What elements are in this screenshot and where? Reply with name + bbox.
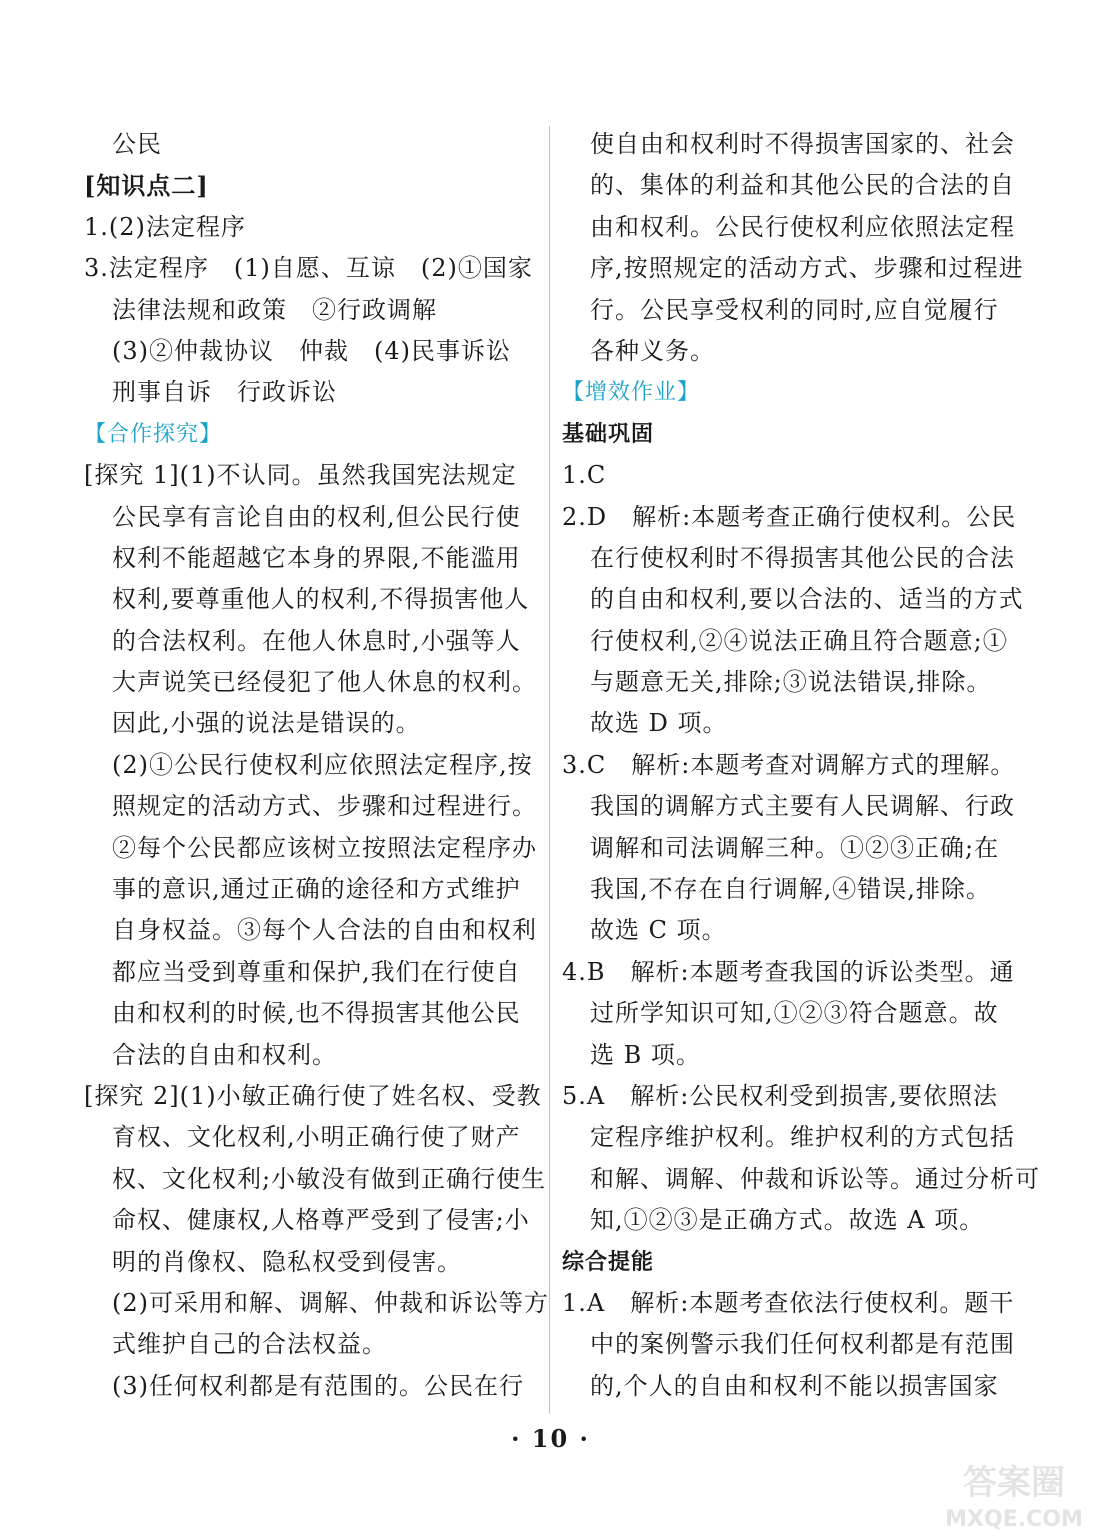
text-line: 的,个人的自由和权利不能以损害国家 [590,1371,999,1400]
text-line: 1.(2)法定程序 [84,212,246,241]
text-line: 定程序维护权利。维护权利的方式包括 [590,1123,1015,1152]
text-line: 法律法规和政策 ②行政调解 [112,295,437,324]
text-line: 公民 [112,130,162,158]
watermark-logo [930,1456,1098,1534]
text-line: (3)任何权利都是有范围的。公民在行 [112,1371,524,1400]
text-line: 4.B 解析:本题考查我国的诉讼类型。通 [562,957,1015,986]
text-line: 我国,不存在自行调解,④错误,排除。 [590,875,991,904]
text-line: (3)②仲裁协议 仲裁 (4)民事诉讼 [112,336,511,365]
text-line: 式维护自己的合法权益。 [112,1330,387,1359]
section-tag: 【合作探究】 [84,421,223,447]
text-line: 故选 C 项。 [590,916,727,945]
left-column [84,124,549,1407]
text-line: 的自由和权利,要以合法的、适当的方式 [590,585,1024,614]
text-line: 和解、调解、仲裁和诉讼等。通过分析可 [590,1164,1040,1193]
text-line: 过所学知识可知,①②③符合题意。故 [590,999,999,1028]
text-line: 5.A 解析:公民权利受到损害,要依照法 [562,1081,998,1110]
watermark-text: 答案圈 [963,1463,1065,1503]
watermark-url: MXQE.COM [945,1507,1083,1532]
text-line: 刑事自诉 行政诉讼 [112,378,337,407]
right-column [562,124,1040,1407]
text-line: 序,按照规定的活动方式、步骤和过程进 [590,254,1024,283]
text-line: 因此,小强的说法是错误的。 [112,709,421,738]
text-line: ②每个公民都应该树立按照法定程序办 [112,833,537,862]
text-line: 权利,要尊重他人的权利,不得损害他人 [112,585,530,614]
text-line: 权利不能超越它本身的界限,不能滥用 [112,543,521,572]
text-line: [知识点二] [84,171,209,201]
text-line: 知,①②③是正确方式。故选 A 项。 [590,1206,985,1235]
text-line: 各种义务。 [590,336,715,365]
text-line: 我国的调解方式主要有人民调解、行政 [590,792,1015,821]
text-line: 中的案例警示我们任何权利都是有范围 [590,1330,1015,1359]
text-line: 使自由和权利时不得损害国家的、社会 [590,130,1015,158]
text-line: 命权、健康权,人格尊严受到了侵害;小 [112,1206,530,1235]
text-line: 明的肖像权、隐私权受到侵害。 [112,1247,462,1276]
text-line: (2)可采用和解、调解、仲裁和诉讼等方 [112,1288,549,1317]
text-line: 由和权利的时候,也不得损害其他公民 [112,999,521,1028]
text-line: 合法的自由和权利。 [112,1040,337,1069]
text-line: 3.法定程序 (1)自愿、互谅 (2)①国家 [84,254,533,283]
text-line: 权、文化权利;小敏没有做到正确行使生 [112,1164,547,1193]
text-line: 的合法权利。在他人休息时,小强等人 [112,626,521,655]
column-divider [549,126,550,1414]
text-line: 1.C [562,461,607,490]
text-line: 行使权利,②④说法正确且符合题意;① [590,626,1008,655]
text-line: 育权、文化权利,小明正确行使了财产 [112,1123,521,1152]
text-line: 3.C 解析:本题考查对调解方式的理解。 [562,750,1016,779]
text-line: 大声说笑已经侵犯了他人休息的权利。 [112,668,537,697]
text-line: 故选 D 项。 [590,709,728,738]
text-line: 自身权益。③每个人合法的自由和权利 [112,916,537,945]
text-line: 调解和司法调解三种。①②③正确;在 [590,833,1000,862]
text-line: 照规定的活动方式、步骤和过程进行。 [112,792,537,821]
section-heading: 基础巩固 [562,421,655,447]
text-line: 由和权利。公民行使权利应依照法定程 [590,212,1015,241]
text-line: 在行使权利时不得损害其他公民的合法 [590,543,1015,572]
page-number: · 10 · [511,1424,590,1453]
text-line: 选 B 项。 [590,1040,701,1069]
text-line: [探究 2](1)小敏正确行使了姓名权、受教 [84,1081,542,1110]
text-line: 2.D 解析:本题考查正确行使权利。公民 [562,502,1017,531]
section-heading: 综合提能 [562,1249,655,1275]
text-line: 1.A 解析:本题考查依法行使权利。题干 [562,1288,1015,1317]
text-line: 公民享有言论自由的权利,但公民行使 [112,502,521,531]
text-line: (2)①公民行使权利应依照法定程序,按 [112,750,533,779]
text-line: 与题意无关,排除;③说法错误,排除。 [590,668,992,697]
text-line: 事的意识,通过正确的途径和方式维护 [112,875,521,904]
text-line: 的、集体的利益和其他公民的合法的自 [590,171,1015,200]
text-line: 行。公民享受权利的同时,应自觉履行 [590,295,999,324]
text-line: [探究 1](1)不认同。虽然我国宪法规定 [84,461,517,490]
text-line: 都应当受到尊重和保护,我们在行使自 [112,957,521,986]
section-tag: 【增效作业】 [562,380,701,406]
